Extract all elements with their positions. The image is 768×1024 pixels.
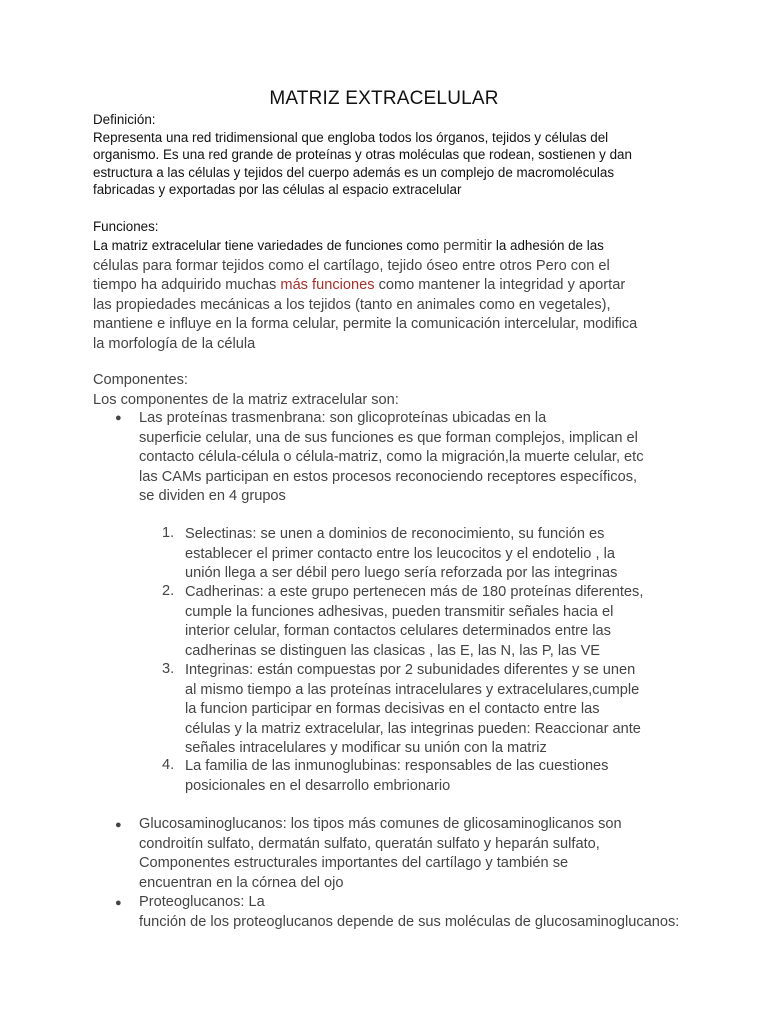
funciones-text: tiempo ha adquirido muchas	[93, 277, 281, 293]
funciones-section	[93, 217, 713, 354]
bullet-line: Glucosaminoglucanos: los tipos más comunes de glicosaminoglicanos son	[139, 816, 622, 832]
bullet-line: condroitín sulfato, dermatán sulfato, queratán sulfato y heparán sulfato,	[139, 835, 600, 852]
definicion-line: Representa una red tridimensional que engloba todos los órganos, tejidos y células del	[93, 129, 609, 145]
componentes-intro: Los componentes de la matriz extracelular son:	[93, 391, 399, 408]
funciones-heading: Funciones:	[93, 219, 159, 234]
numbered-line: al mismo tiempo a las proteínas intracelulares y extracelulares,cumple	[185, 681, 640, 698]
funciones-text: La matriz extracelular tiene variedades de funciones como	[93, 238, 440, 253]
numbered-item-inmunoglubinas	[185, 757, 745, 796]
funciones-line	[93, 276, 713, 296]
page-title: MATRIZ EXTRACELULAR	[269, 88, 499, 109]
numbered-line: Integrinas: están compuestas por 2 subunidades diferentes y se unen	[185, 662, 636, 678]
definicion-section	[93, 111, 713, 199]
list-number: 2.	[162, 583, 175, 599]
definicion-line: fabricadas y exportadas por las células al espacio extracelular	[93, 182, 462, 197]
bullet-line: Componentes estructurales importantes del cartílago y también se	[139, 855, 569, 871]
bullet-line: superficie celular, una de sus funciones es que forman complejos, implican el	[139, 429, 638, 446]
definicion-heading: Definición:	[93, 112, 156, 127]
bullet-icon: ●	[115, 897, 122, 909]
bullet-item-proteinas	[139, 409, 729, 507]
bullet-icon: ●	[115, 412, 122, 424]
numbered-line: células y la matriz extracelular, las integrinas pueden: Reaccionar ante	[185, 720, 641, 737]
bullet-item-proteoglucanos	[139, 893, 759, 932]
numbered-line: cumple la funciones adhesivas, pueden transmitir señales hacia el	[185, 603, 614, 620]
list-number: 1.	[162, 525, 175, 541]
numbered-line: la funcion participar en formas decisivas en el contacto entre las	[185, 701, 600, 717]
funciones-line: mantiene e influye en la forma celular, permite la comunicación intercelular, modifica	[93, 316, 638, 332]
numbered-line: posicionales en el desarrollo embrionario	[185, 777, 451, 794]
numbered-item-integrinas	[185, 661, 745, 759]
numbered-line: interior celular, forman contactos celulares determinados entre las	[185, 623, 611, 639]
funciones-line: las propiedades mecánicas a los tejidos (tanto en animales como en vegetales),	[93, 296, 611, 313]
componentes-heading: Componentes:	[93, 372, 188, 388]
numbered-line: cadherinas se distinguen las clasicas , las E, las N, las P, las VE	[185, 642, 601, 659]
funciones-line: células para formar tejidos como el cartílago, tejido óseo entre otros Pero con el	[93, 257, 610, 274]
numbered-item-cadherinas	[185, 583, 745, 661]
funciones-text: la adhesión de las	[495, 238, 604, 253]
funciones-highlight: más funciones	[280, 277, 375, 293]
bullet-line: Las proteínas trasmenbrana: son glicoproteínas ubicadas en la	[139, 410, 547, 426]
list-number: 3.	[162, 661, 175, 677]
funciones-text: permitir	[439, 238, 496, 254]
funciones-line: la morfología de la célula	[93, 335, 256, 352]
numbered-line: unión llega a ser débil pero luego sería reforzada por las integrinas	[185, 565, 618, 581]
numbered-line: establecer el primer contacto entre los leucocitos y el endotelio , la	[185, 545, 615, 562]
numbered-line: La familia de las inmunoglubinas: responsables de las cuestiones	[185, 758, 609, 774]
definicion-line: estructura a las células y tejidos del cuerpo además es un complejo de macromoléculas	[93, 164, 615, 180]
bullet-line: Proteoglucanos: La	[139, 894, 265, 910]
bullet-line: contacto célula-célula o célula-matriz, como la migración,la muerte celular, etc	[139, 449, 644, 465]
numbered-line: Selectinas: se unen a dominios de reconocimiento, su función es	[185, 526, 605, 542]
bullet-item-glucosaminoglucanos	[139, 815, 729, 893]
bullet-icon: ●	[115, 819, 122, 831]
funciones-text: como mantener la integridad y aportar	[374, 277, 626, 293]
funciones-line	[93, 236, 713, 257]
list-number: 4.	[162, 757, 175, 773]
bullet-line: se dividen en 4 grupos	[139, 488, 286, 504]
definicion-line: organismo. Es una red grande de proteínas y otras moléculas que rodean, sostienen y dan	[93, 147, 632, 162]
numbered-line: Cadherinas: a este grupo pertenecen más de 180 proteínas diferentes,	[185, 584, 644, 600]
numbered-line: señales intracelulares y modificar su unión con la matriz	[185, 740, 547, 756]
bullet-line: función de los proteoglucanos depende de sus moléculas de glucosaminoglucanos:	[139, 913, 680, 930]
componentes-section	[93, 371, 713, 410]
bullet-line: las CAMs participan en estos procesos reconociendo receptores específicos,	[139, 468, 638, 485]
numbered-item-selectinas	[185, 525, 745, 584]
bullet-line: encuentran en la córnea del ojo	[139, 874, 344, 891]
